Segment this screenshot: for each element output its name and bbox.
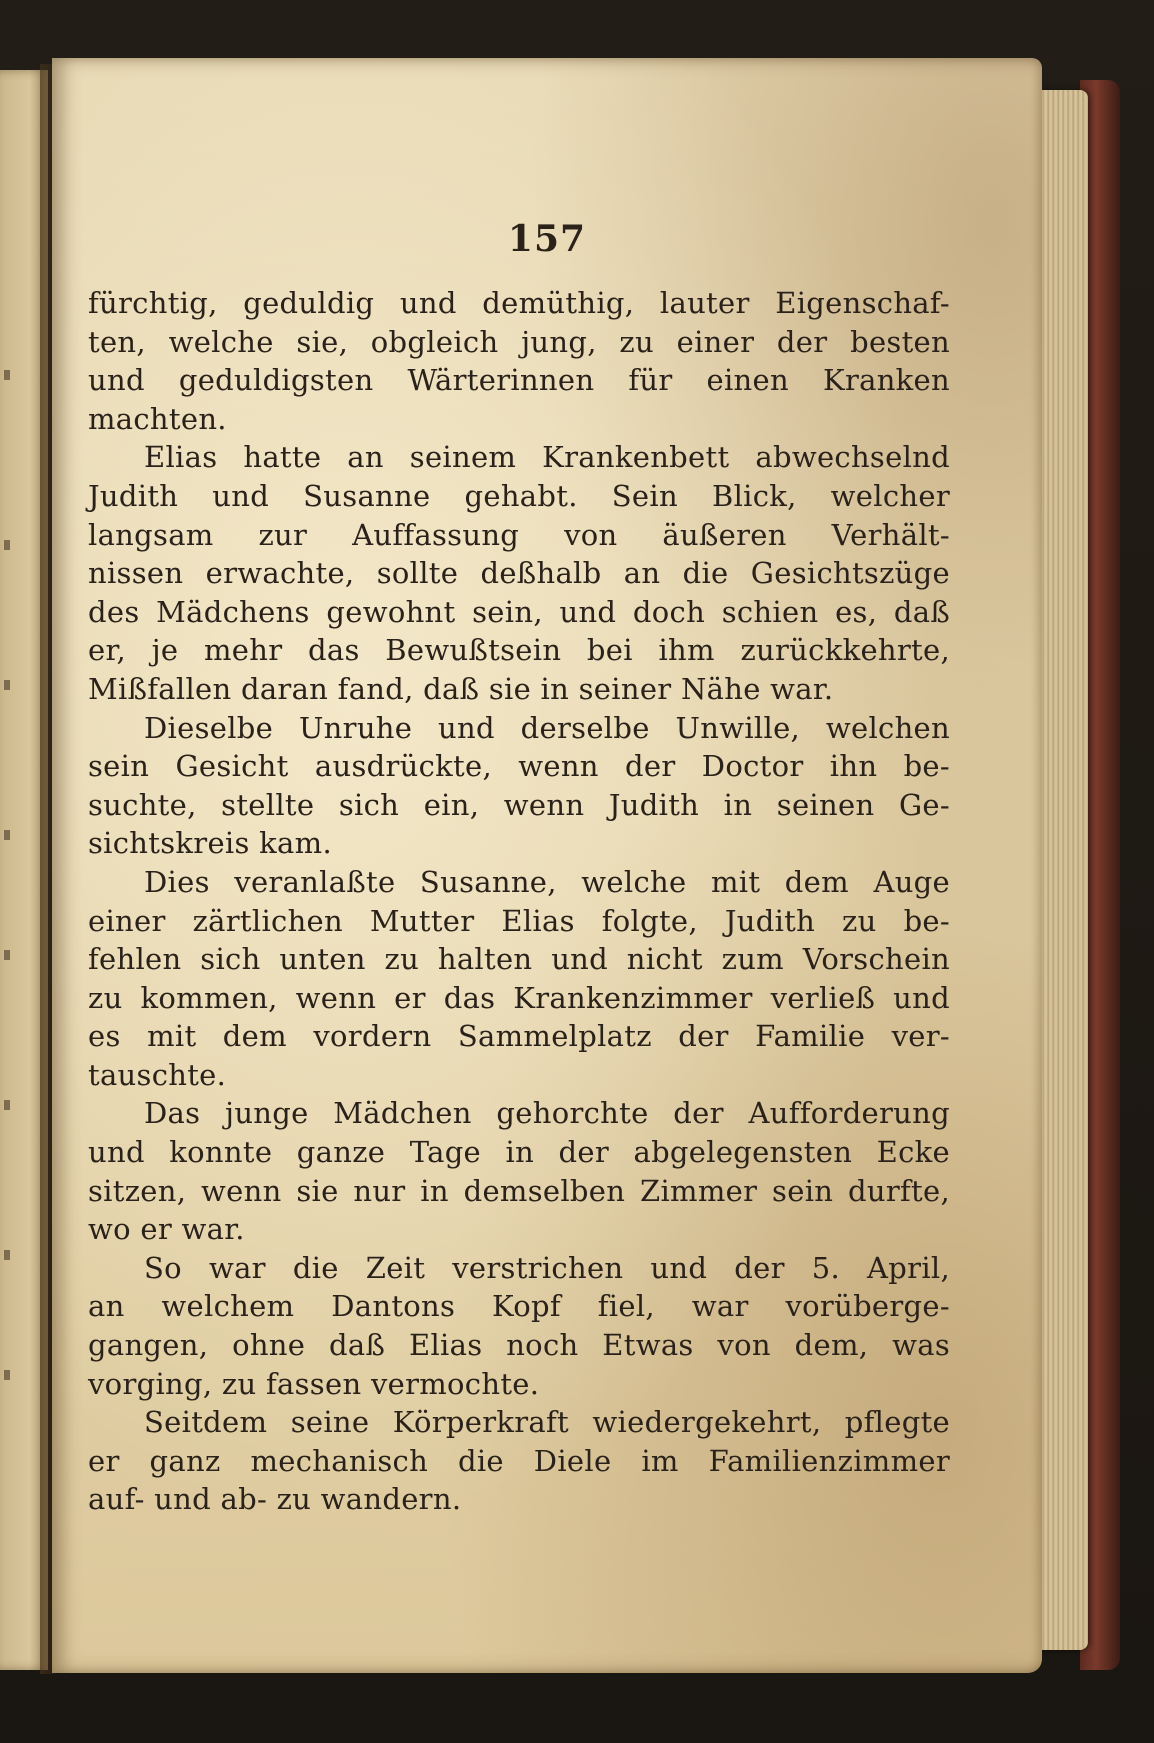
left-page-glyph [4, 1100, 10, 1110]
text-line: sitzen, wenn sie nur in demselben Zimmer sein durfte, [88, 1173, 950, 1208]
text-line: Judith und Susanne gehabt. Sein Blick, welcher [88, 478, 950, 513]
text-line: fehlen sich unten zu halten und nicht zum Vorschein [88, 942, 950, 977]
text-line: wo er war. [88, 1212, 245, 1247]
left-page-glyph [4, 830, 10, 840]
text-line: ten, welche sie, obgleich jung, zu einer der besten [88, 324, 950, 359]
page-number: 157 [507, 218, 587, 260]
text-line: fürchtig, geduldig und demüthig, lauter Eigenschaf- [88, 286, 950, 320]
page-stack-edges [1040, 90, 1088, 1650]
left-page-glyph [4, 680, 10, 690]
text-line: sein Gesicht ausdrückte, wenn der Doctor ihn be- [88, 749, 950, 784]
text-line: er, je mehr das Bewußtsein bei ihm zurückkehrte, [88, 633, 950, 668]
text-line: einer zärtlichen Mutter Elias folgte, Judith zu be- [88, 903, 950, 938]
text-line: Dieselbe Unruhe und derselbe Unwille, welchen [144, 710, 950, 745]
text-line: machten. [88, 401, 227, 436]
text-line: So war die Zeit verstrichen und der 5. April, [144, 1250, 950, 1285]
text-line: Das junge Mädchen gehorchte der Aufforderung [144, 1096, 950, 1131]
text-line: Elias hatte an seinem Krankenbett abwechselnd [144, 440, 950, 475]
text-line: langsam zur Auffassung von äußeren Verhält- [88, 517, 950, 552]
text-line: suchte, stellte sich ein, wenn Judith in seinen Ge- [88, 787, 950, 822]
text-line: Seitdem seine Körperkraft wiedergekehrt, pflegte [144, 1405, 950, 1440]
text-line: auf- und ab- zu wandern. [88, 1482, 462, 1517]
left-page-glyph [4, 950, 10, 960]
left-page-glyph [4, 1250, 10, 1260]
text-line: tauschte. [88, 1057, 227, 1092]
text-line: nissen erwachte, sollte deßhalb an die Gesichtszüge [88, 556, 950, 591]
text-line: und geduldigsten Wärterinnen für einen Kranken [88, 363, 950, 398]
text-line: Dies veranlaßte Susanne, welche mit dem Auge [144, 864, 950, 899]
text-line: zu kommen, wenn er das Krankenzimmer verließ und [88, 980, 950, 1015]
left-page-glyph [4, 540, 10, 550]
text-line: des Mädchens gewohnt sein, und doch schien es, daß [88, 594, 950, 629]
left-page-glyph [4, 370, 10, 380]
text-line: es mit dem vordern Sammelplatz der Familie ver- [88, 1019, 950, 1054]
book-page [52, 58, 1042, 1673]
text-line: sichtskreis kam. [88, 826, 332, 861]
text-line: gangen, ohne daß Elias noch Etwas von dem, was [88, 1328, 950, 1363]
left-page-glyph [4, 1370, 10, 1380]
text-line: vorging, zu fassen vermochte. [88, 1366, 540, 1401]
text-line: er ganz mechanisch die Diele im Familienzimmer [88, 1443, 950, 1478]
text-line: an welchem Dantons Kopf fiel, war vorüberge- [88, 1289, 950, 1324]
text-line: und konnte ganze Tage in der abgelegensten Ecke [88, 1135, 950, 1170]
page-text-block [88, 284, 950, 1519]
text-line: Mißfallen daran fand, daß sie in seiner Nähe war. [88, 671, 834, 706]
